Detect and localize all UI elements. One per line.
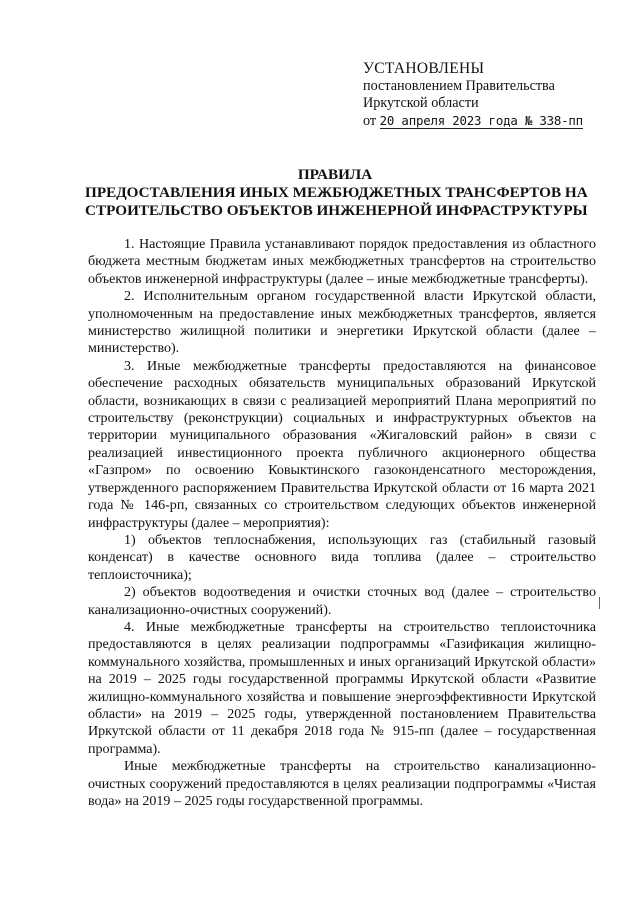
paragraph-4-continued: Иные межбюджетные трансферты на строительство канализационно-очистных сооружений предоставляются в целях реализации подпрограммы «Чистая вода» на 2019 – 2025 годы государственной программы. xyxy=(88,758,596,809)
approval-heading: УСТАНОВЛЕНЫ xyxy=(363,60,485,77)
paragraph-1: 1. Настоящие Правила устанавливают порядок предоставления из областного бюджета местным бюджетам иных межбюджетных трансфертов на строительство объектов инженерной инфраструктуры (далее – иные межбюджетные трансферты). xyxy=(88,236,596,287)
document-body xyxy=(88,236,596,810)
approval-line-1: постановлением Правительства xyxy=(363,77,555,94)
paragraph-4: 4. Иные межбюджетные трансферты на строительство теплоисточника предоставляются в целях реализации подпрограммы «Газификация жилищно-коммунального хозяйства, промышленных и иных организаций Иркутской области» на 2019 – 2025 годы государственной программы Иркутской области «Развитие жилищно-коммунального хозяйства и повышение энергоэффективности Иркутской области» на 2019 – 2025 годы, утвержденной постановлением Правительства Иркутской области от 11 декабря 2018 года № 915-пп (далее – государственная программа). xyxy=(88,618,596,757)
paragraph-3-item-2: 2) объектов водоотведения и очистки сточных вод (далее – строительство канализационно-очистных сооружений). xyxy=(88,584,596,618)
approval-line-2: Иркутской области xyxy=(363,95,479,111)
approval-date-line xyxy=(363,113,633,131)
approval-stamp xyxy=(363,60,633,130)
margin-mark xyxy=(599,597,600,609)
approval-date-value: 20 апреля 2023 года № 338-пп xyxy=(379,112,583,128)
paragraph-3-item-1: 1) объектов теплоснабжения, использующих газ (стабильный газовый конденсат) в качестве основного вида топлива (далее – строительство теплоисточника); xyxy=(88,531,596,583)
paragraph-3: 3. Иные межбюджетные трансферты предоставляются на финансовое обеспечение расходных обязательств муниципальных образований Иркутской области, возникающих в связи с реализацией мероприятий Плана мероприятий по строительству (реконструкции) социальных и инфраструктурных объектов на территории муниципального образования «Жигаловский район» в связи с реализацией инвестиционного проекта публичного акционерного общества «Газпром» по освоению Ковыктинского газоконденсатного месторождения, утвержденного распоряжением Правительства Иркутской области от 16 марта 2021 года № 146-рп, связанных со строительством следующих объектов инженерной инфраструктуры (далее – мероприятия): xyxy=(88,357,596,531)
title-line-1: ПРАВИЛА xyxy=(297,166,373,183)
title-line-3: СТРОИТЕЛЬСТВО ОБЪЕКТОВ ИНЖЕНЕРНОЙ ИНФРАСТРУКТУРЫ xyxy=(85,202,588,219)
paragraph-2: 2. Исполнительным органом государственной власти Иркутской области, уполномоченным на предоставление иных межбюджетных трансфертов, является министерство жилищной политики и энергетики Иркутской области (далее – министерство). xyxy=(88,288,596,357)
title-line-2: ПРЕДОСТАВЛЕНИЯ ИНЫХ МЕЖБЮДЖЕТНЫХ ТРАНСФЕРТОВ НА xyxy=(85,184,588,201)
approval-date-prefix: от xyxy=(363,112,377,129)
document-title xyxy=(85,166,588,220)
